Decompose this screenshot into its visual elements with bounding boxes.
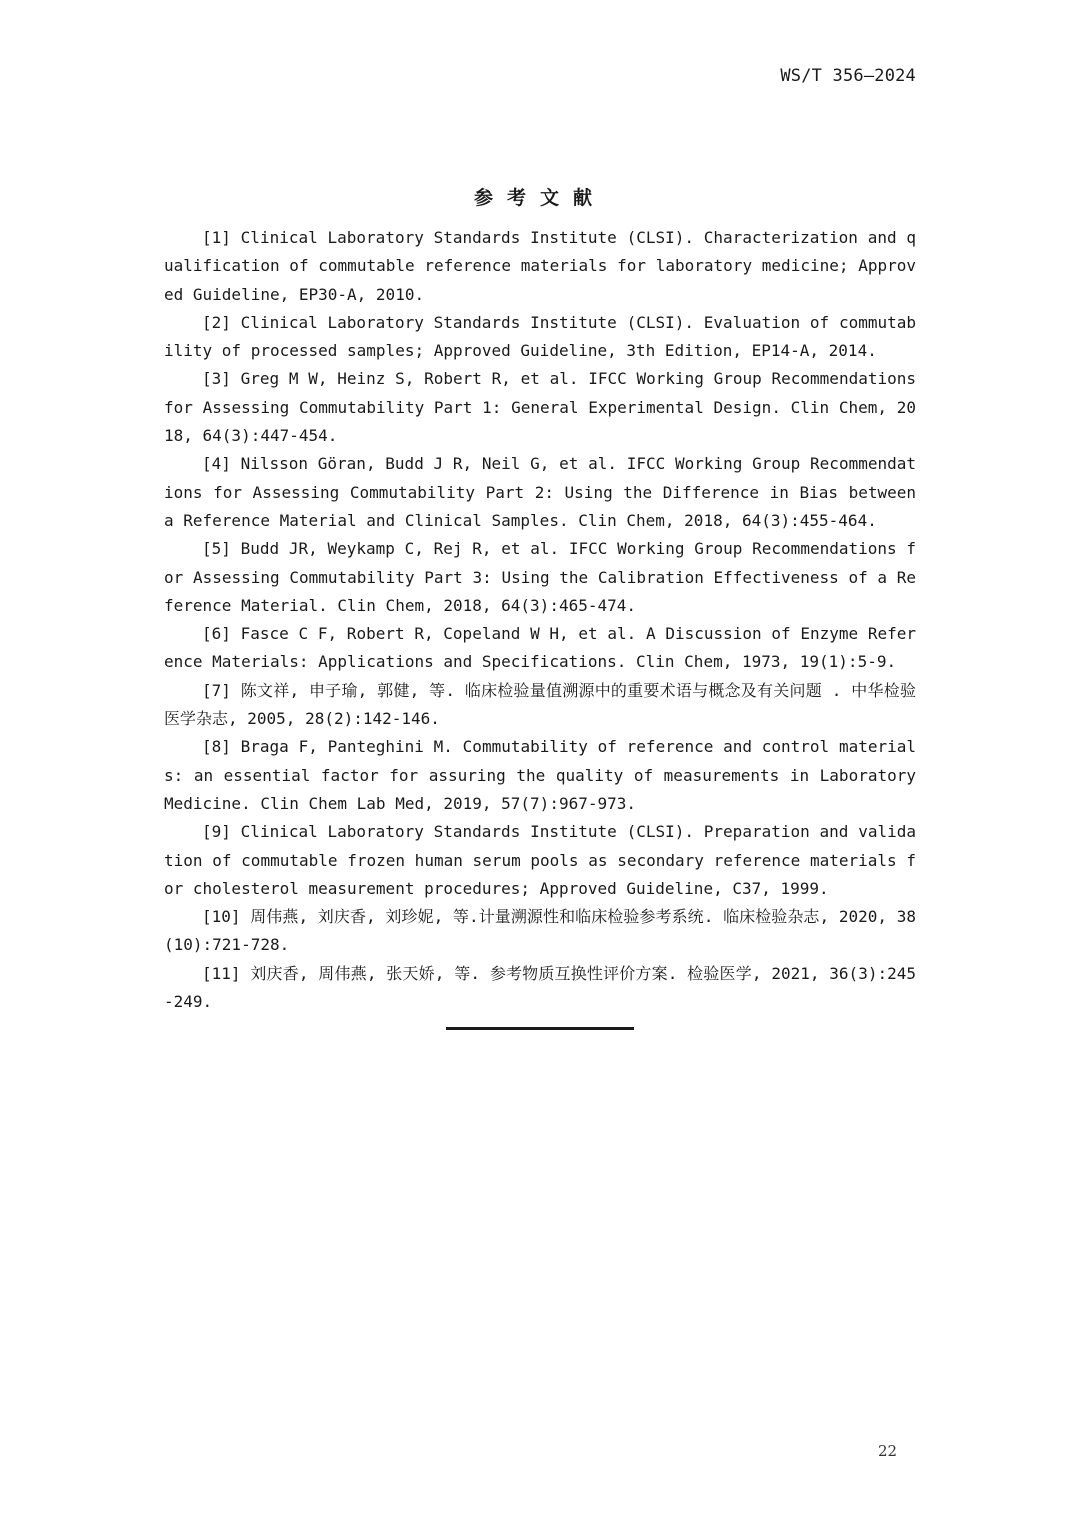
reference-item-3: [3] Greg M W, Heinz S, Robert R, et al. IFCC Working Group Recommendations for Assessing Commutability Part 1: General Experimental Design. Clin Chem, 2018, 64(3):447-454. bbox=[164, 369, 916, 446]
reference-item-7: [7] 陈文祥, 申子瑜, 郭健, 等. 临床检验量值溯源中的重要术语与概念及有关问题 . 中华检验医学杂志, 2005, 28(2):142-146. bbox=[164, 680, 916, 729]
end-of-document-rule bbox=[446, 1027, 634, 1030]
page-number: 22 bbox=[878, 1442, 898, 1460]
section-title: 参考文献 bbox=[473, 187, 606, 209]
reference-list bbox=[164, 224, 916, 1016]
reference-item-11: [11] 刘庆香, 周伟燕, 张天娇, 等. 参考物质互换性评价方案. 检验医学, 2021, 36(3):245-249. bbox=[164, 963, 916, 1012]
reference-item-4: [4] Nilsson Göran, Budd J R, Neil G, et al. IFCC Working Group Recommendations for Assessing Commutability Part 2: Using the Difference in Bias between a Reference Material and Clinical Samples. Clin Chem, 2018, 64(3):455-464. bbox=[164, 454, 916, 530]
reference-item-9: [9] Clinical Laboratory Standards Institute (CLSI). Preparation and validation of commutable frozen human serum pools as secondary reference materials for cholesterol measurement procedures; Approved Guideline, C37, 1999. bbox=[164, 822, 916, 898]
reference-item-6: [6] Fasce C F, Robert R, Copeland W H, et al. A Discussion of Enzyme Reference Materials: Applications and Specifications. Clin Chem, 1973, 19(1):5-9. bbox=[164, 624, 916, 672]
reference-item-1: [1] Clinical Laboratory Standards Institute (CLSI). Characterization and qualification of commutable reference materials for laboratory medicine; Approved Guideline, EP30-A, 2010. bbox=[164, 228, 916, 304]
reference-item-8: [8] Braga F, Panteghini M. Commutability of reference and control materials: an essential factor for assuring the quality of measurements in Laboratory Medicine. Clin Chem Lab Med, 2019, 57(7):967-973. bbox=[164, 737, 916, 813]
reference-item-2: [2] Clinical Laboratory Standards Institute (CLSI). Evaluation of commutability of processed samples; Approved Guideline, 3th Edition, EP14-A, 2014. bbox=[164, 312, 916, 361]
reference-item-5: [5] Budd JR, Weykamp C, Rej R, et al. IFCC Working Group Recommendations for Assessing Commutability Part 3: Using the Calibration Effectiveness of a Reference Material. Clin Chem, 2018, 64(3):465-474. bbox=[164, 539, 916, 615]
reference-item-10: [10] 周伟燕, 刘庆香, 刘珍妮, 等.计量溯源性和临床检验参考系统. 临床检验杂志, 2020, 38(10):721-728. bbox=[164, 907, 916, 955]
document-code: WS/T 356—2024 bbox=[780, 66, 916, 86]
